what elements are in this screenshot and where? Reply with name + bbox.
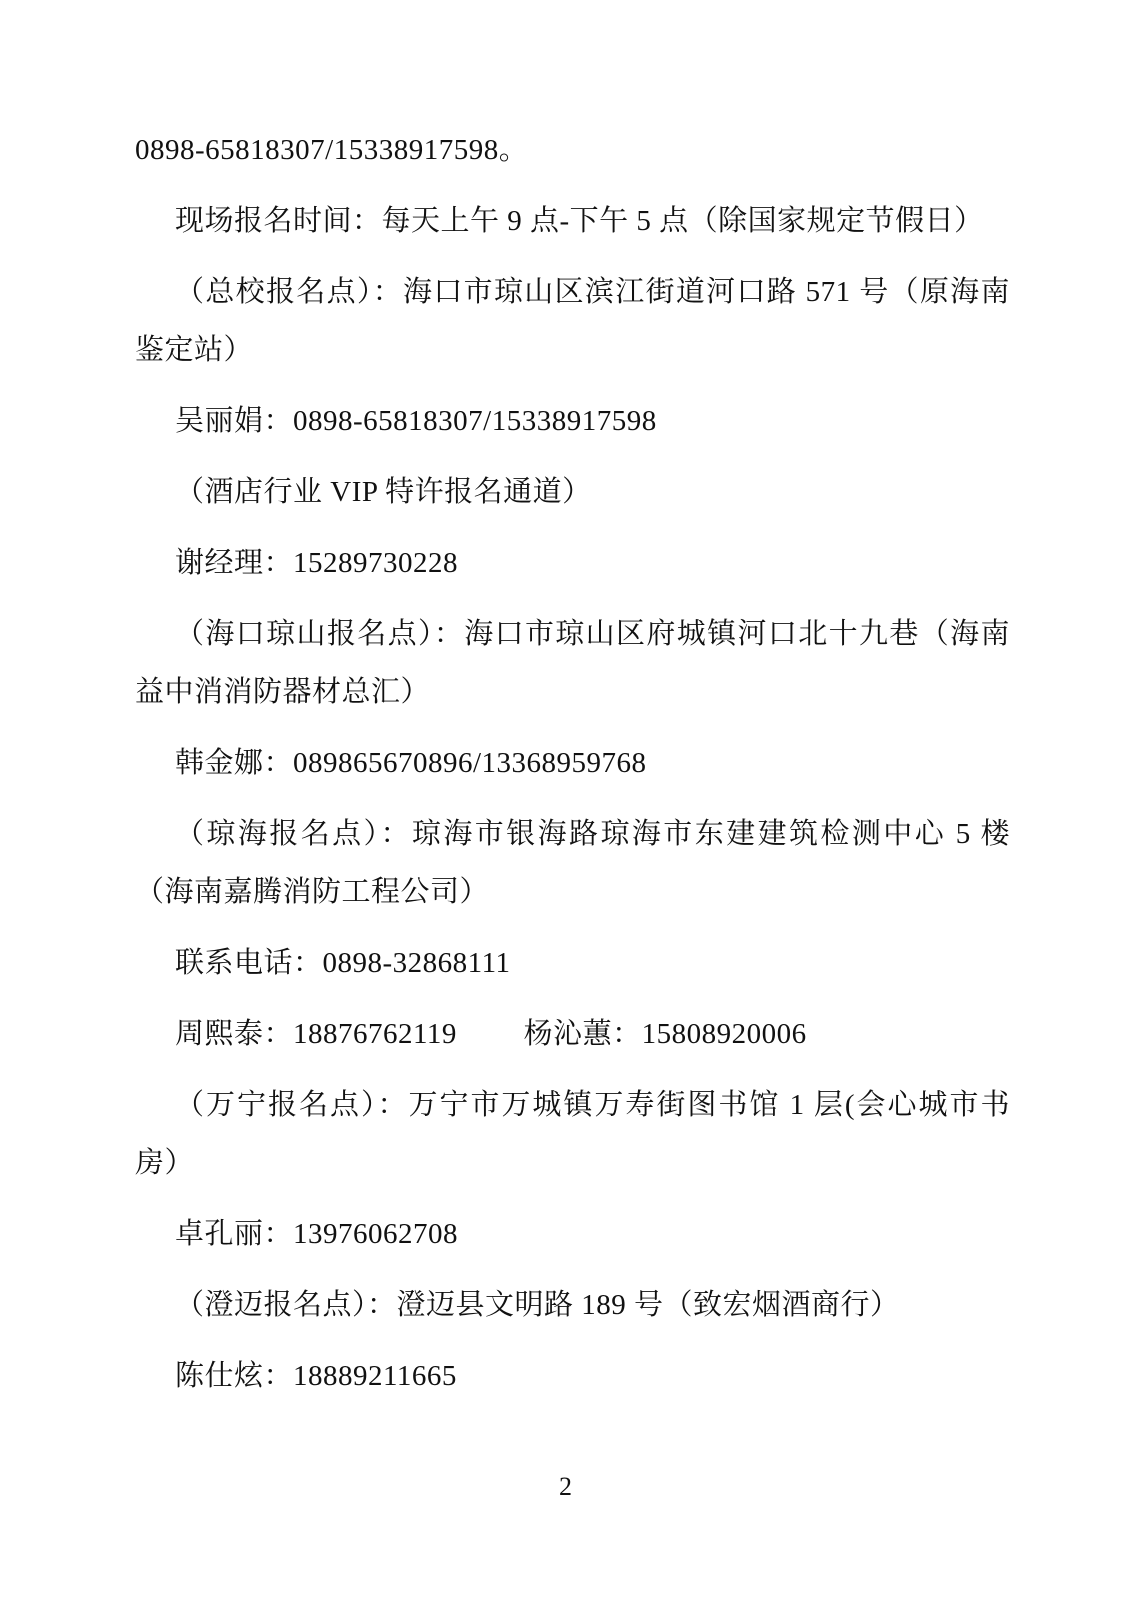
paragraph [135, 1276, 1010, 1334]
text-line: （琼海报名点）：琼海市银海路琼海市东建建筑检测中心 5 楼 [175, 818, 1010, 850]
text-line: 陈仕炫：18889211665 [175, 1360, 457, 1392]
document-body [135, 121, 1010, 1405]
page-number: 2 [559, 1472, 572, 1501]
text-line: 房） [135, 1147, 195, 1179]
text-line: 谢经理：15289730228 [175, 547, 459, 579]
paragraph [135, 463, 1010, 521]
paragraph [135, 734, 1010, 792]
paragraph [135, 1347, 1010, 1405]
paragraph [135, 934, 1010, 992]
text-line: 联系电话：0898-32868111 [175, 947, 511, 979]
paragraph [135, 1005, 1010, 1063]
page-footer [0, 1472, 1131, 1502]
paragraph [135, 192, 1010, 250]
text-line: （海南嘉腾消防工程公司） [135, 876, 490, 908]
text-line: 吴丽娟：0898-65818307/15338917598 [175, 405, 657, 437]
paragraph [135, 121, 1010, 179]
text-line: 0898-65818307/15338917598。 [135, 134, 529, 166]
text-line: 鉴定站） [135, 334, 254, 366]
text-line: （澄迈报名点）：澄迈县文明路 189 号（致宏烟酒商行） [175, 1289, 900, 1321]
text-line: 益中消消防器材总汇） [135, 676, 431, 708]
text-line: 韩金娜：089865670896/13368959768 [175, 747, 647, 779]
text-line: 现场报名时间：每天上午 9 点-下午 5 点（除国家规定节假日） [175, 205, 984, 237]
paragraph [135, 1076, 1010, 1192]
text-line: （海口琼山报名点）：海口市琼山区府城镇河口北十九巷（海南 [175, 618, 1010, 650]
paragraph [135, 392, 1010, 450]
text-line: 卓孔丽：13976062708 [175, 1218, 459, 1250]
paragraph [135, 605, 1010, 721]
text-line: （万宁报名点）：万宁市万城镇万寿街图书馆 1 层(会心城市书 [175, 1089, 1010, 1121]
paragraph [135, 263, 1010, 379]
paragraph [135, 534, 1010, 592]
paragraph [135, 1205, 1010, 1263]
text-line: （酒店行业 VIP 特许报名通道） [175, 476, 592, 508]
text-line: 周熙泰：18876762119 杨沁蕙：15808920006 [175, 1018, 807, 1050]
paragraph [135, 805, 1010, 921]
text-line: （总校报名点）：海口市琼山区滨江街道河口路 571 号（原海南 [175, 276, 1010, 308]
